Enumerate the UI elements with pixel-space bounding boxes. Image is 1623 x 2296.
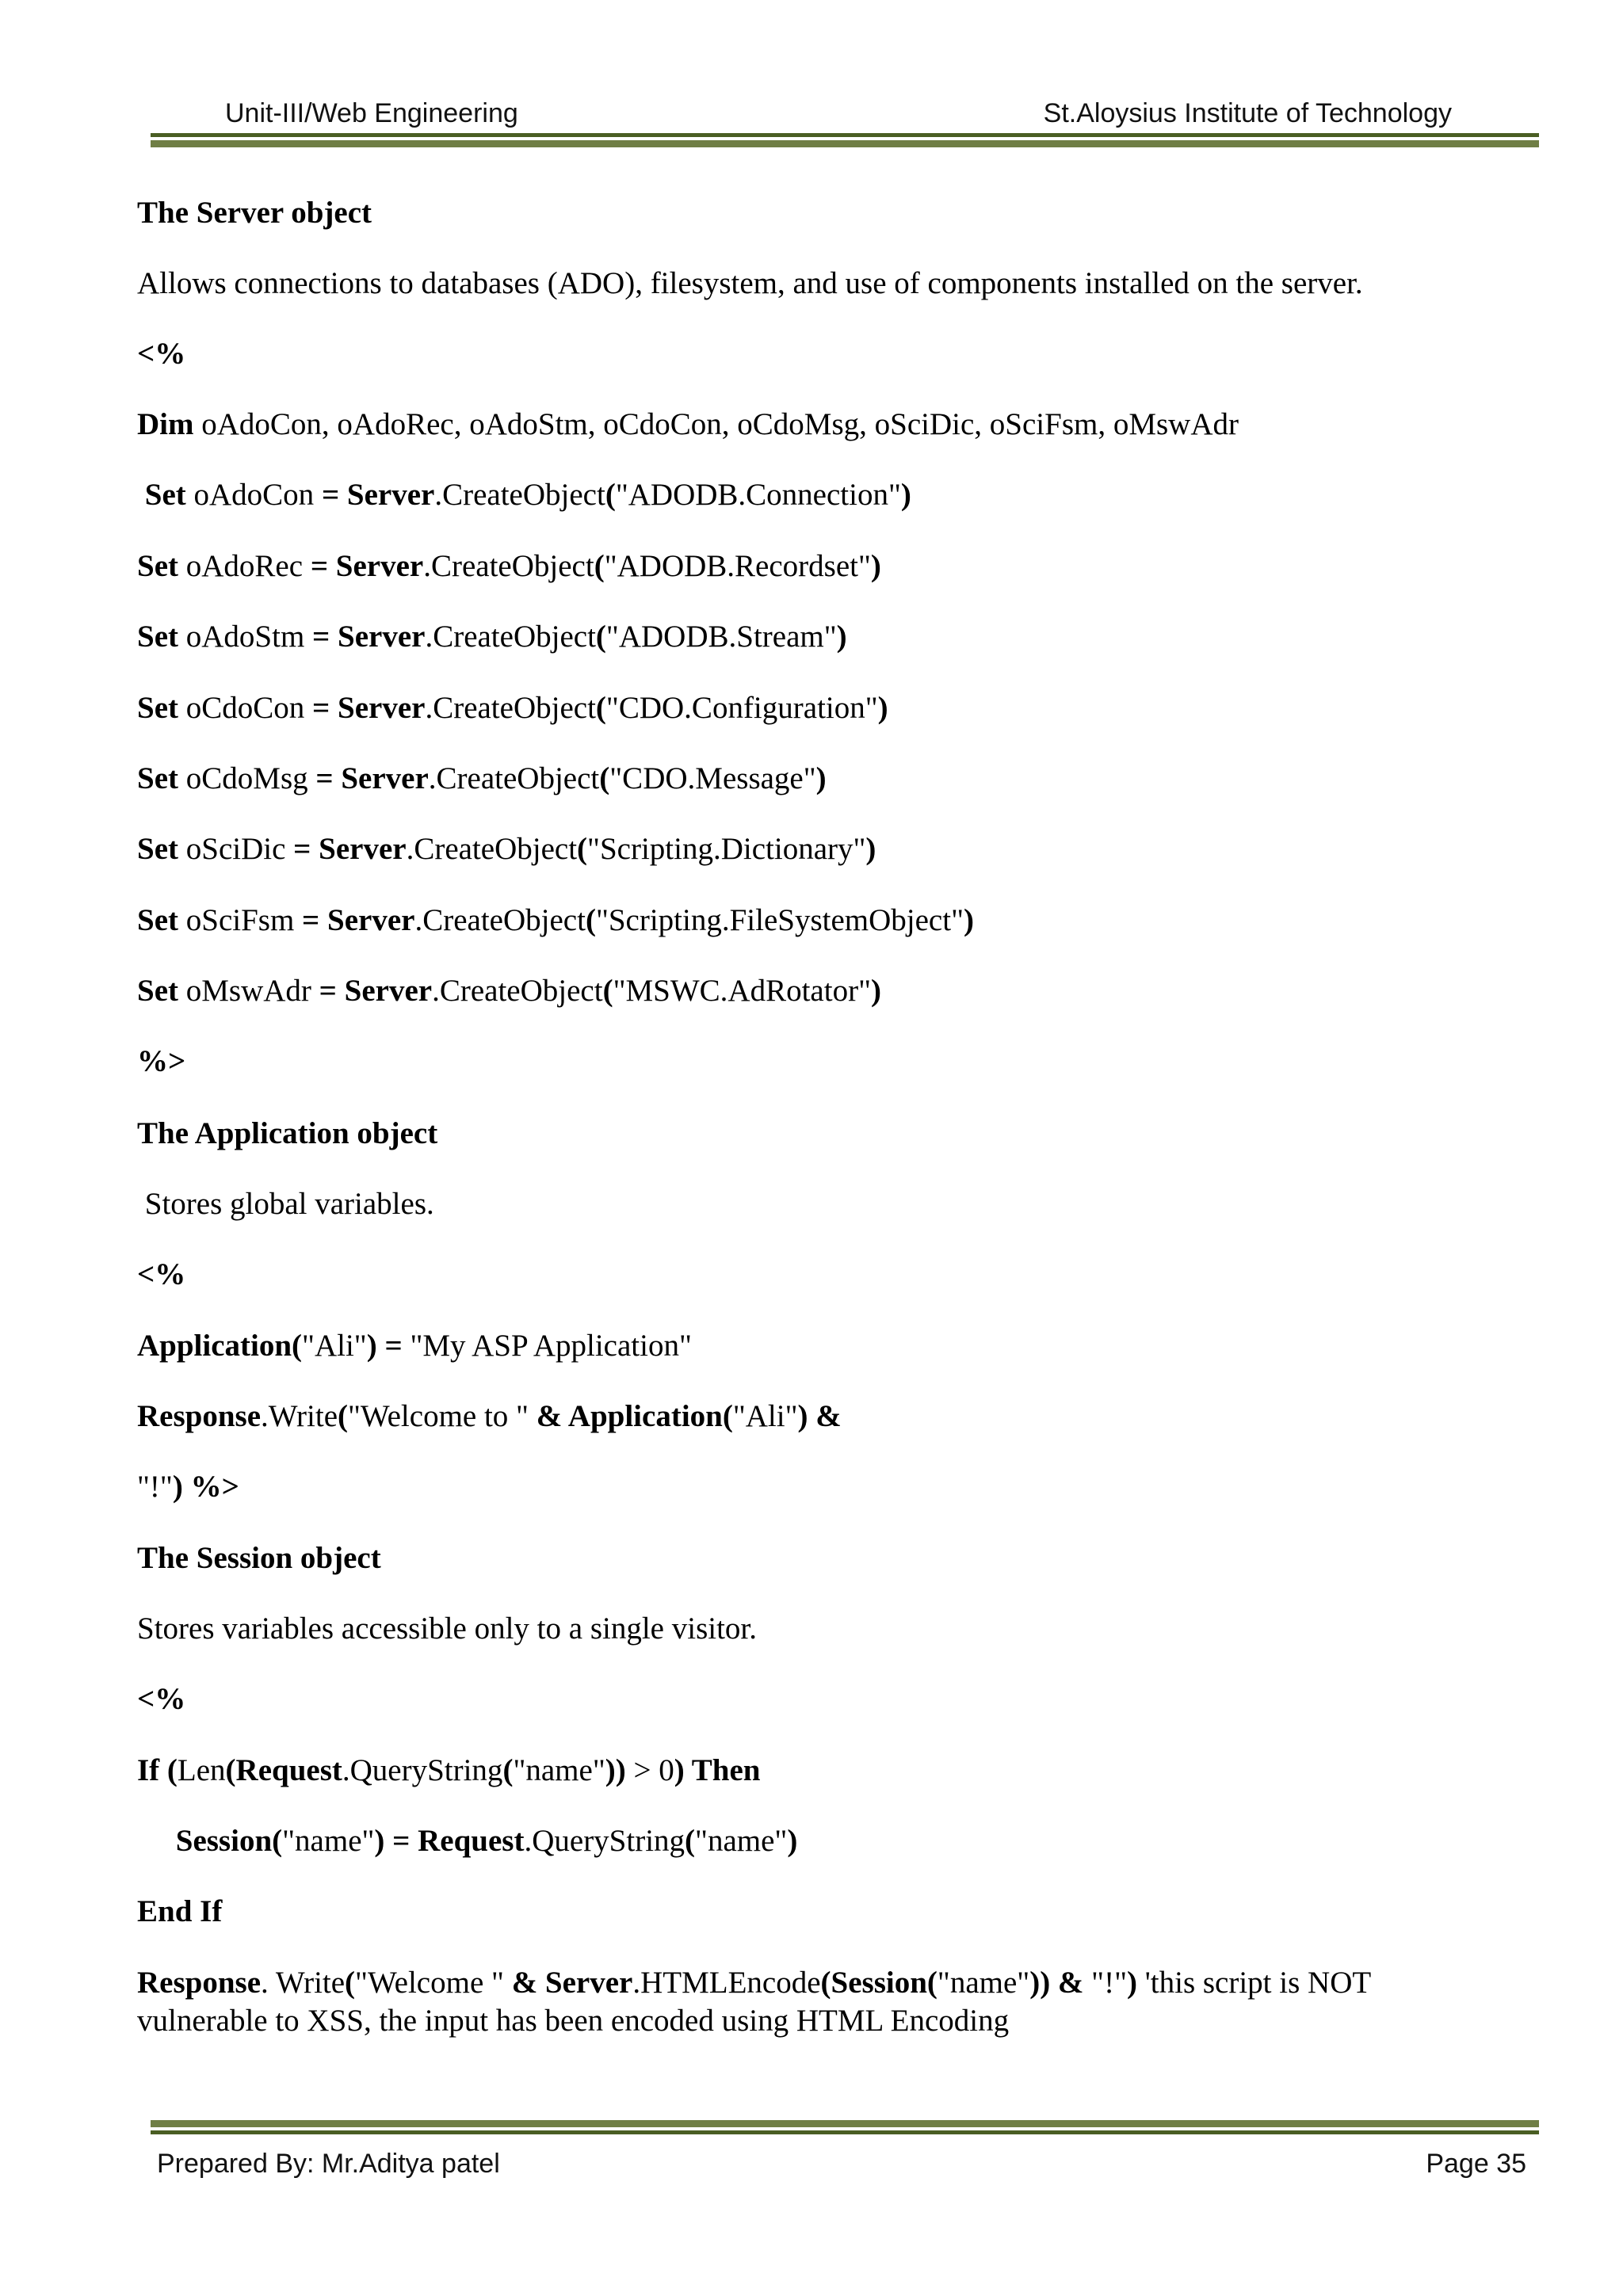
text-run: .CreateObject: [425, 620, 596, 654]
text-run: If (: [137, 1753, 178, 1787]
text-run: ): [865, 832, 876, 866]
text-run: "name": [695, 1824, 788, 1858]
text-run: "My ASP Application": [402, 1329, 692, 1363]
text-run: <%: [137, 1257, 186, 1291]
text-run: The Server object: [137, 196, 372, 230]
text-run: oAdoRec: [178, 549, 311, 583]
text-run: (: [594, 549, 605, 583]
text-run: ) =: [366, 1329, 403, 1363]
text-run: (: [595, 691, 606, 725]
text-run: "Welcome ": [355, 1966, 512, 2000]
text-run: oCdoMsg: [178, 761, 316, 795]
text-run: "!": [137, 1470, 173, 1504]
text-run: "ADODB.Stream": [605, 620, 837, 654]
text-run: ): [870, 549, 881, 583]
text-run: (: [585, 903, 596, 937]
text-run: ): [836, 620, 847, 654]
text-run: = Server: [293, 832, 407, 866]
text-run: .CreateObject: [414, 903, 586, 937]
header-rule: [151, 133, 1539, 147]
text-line: [137, 335, 185, 373]
text-run: )) &: [1029, 1966, 1084, 2000]
text-run: <%: [137, 1682, 186, 1716]
text-run: .HTMLEncode: [632, 1966, 821, 2000]
text-run: ): [900, 478, 911, 512]
text-line: [137, 194, 372, 232]
text-run: .CreateObject: [432, 974, 603, 1008]
text-line: [137, 1752, 760, 1790]
text-line: [137, 902, 974, 940]
text-run: .QueryString: [342, 1753, 503, 1787]
text-run: ): [815, 761, 827, 795]
text-run: Response: [137, 1966, 262, 2000]
text-run: "MSWC.AdRotator": [613, 974, 871, 1008]
text-run: "ADODB.Connection": [615, 478, 901, 512]
text-run: .CreateObject: [423, 549, 594, 583]
text-line: [137, 1680, 185, 1718]
text-line: [137, 618, 847, 656]
footer-right: Page 35: [1426, 2149, 1526, 2179]
text-run: oSciDic: [178, 832, 294, 866]
text-line: [137, 265, 1363, 303]
text-run: oMswAdr: [178, 974, 319, 1008]
text-run: The Application object: [137, 1116, 438, 1150]
text-line: [137, 1539, 381, 1577]
text-run: End If: [137, 1894, 223, 1928]
text-run: oAdoCon: [185, 478, 322, 512]
text-run: Application(: [137, 1329, 303, 1363]
text-run: Session(: [137, 1824, 283, 1858]
text-run: ) &: [797, 1399, 842, 1433]
text-run: oAdoCon, oAdoRec, oAdoStm, oCdoCon, oCdoMsg, oSciDic, oSciFsm, oMswAdr: [193, 407, 1239, 441]
text-run: .QueryString: [524, 1824, 685, 1858]
text-run: Response: [137, 1399, 262, 1433]
text-run: .CreateObject: [428, 761, 600, 795]
text-run: .Write: [261, 1399, 338, 1433]
text-run: Allows connections to databases (ADO), filesystem, and use of components installed on the server.: [137, 266, 1363, 300]
text-line: [137, 830, 876, 868]
text-run: "CDO.Message": [609, 761, 816, 795]
text-run: ): [877, 691, 888, 725]
text-run: Set: [137, 761, 178, 795]
text-run: & Server: [511, 1966, 633, 2000]
text-run: (: [595, 620, 606, 654]
text-line: [137, 1185, 434, 1223]
text-run: Set: [137, 620, 178, 654]
text-run: "Scripting.Dictionary": [587, 832, 866, 866]
text-line: [137, 972, 881, 1010]
text-run: ): [787, 1824, 798, 1858]
text-run: (: [685, 1824, 696, 1858]
text-run: oCdoCon: [178, 691, 313, 725]
text-run: (: [599, 761, 610, 795]
text-line: [137, 1043, 185, 1081]
footer-left: Prepared By: Mr.Aditya patel: [157, 2149, 500, 2179]
text-line: [137, 547, 881, 585]
text-run: (Request: [225, 1753, 342, 1787]
text-run: "name": [282, 1824, 375, 1858]
text-run: . Write: [261, 1966, 346, 2000]
text-run: = Server: [310, 549, 424, 583]
text-line: [137, 1327, 692, 1365]
text-line: [137, 1822, 797, 1860]
text-run: ) Then: [674, 1753, 761, 1787]
text-run: "CDO.Configuration": [605, 691, 878, 725]
text-line: [137, 406, 1239, 444]
header-right: St.Aloysius Institute of Technology: [1043, 98, 1452, 128]
text-line: [137, 1468, 239, 1506]
footer-rule: [151, 2120, 1539, 2134]
text-run: .CreateObject: [434, 478, 605, 512]
text-run: = Server: [315, 761, 429, 795]
text-run: = Server: [312, 620, 426, 654]
text-line: [137, 1964, 1484, 2040]
text-line: [137, 476, 911, 514]
text-run: = Server: [321, 478, 435, 512]
text-run: %>: [137, 1044, 186, 1078]
text-run: Set: [137, 478, 186, 512]
text-run: "Ali": [732, 1399, 798, 1433]
text-run: .CreateObject: [406, 832, 578, 866]
text-run: = Server: [302, 903, 415, 937]
text-run: "ADODB.Recordset": [604, 549, 871, 583]
text-line: [137, 689, 888, 727]
text-run: Set: [137, 832, 178, 866]
text-run: 'this script is NOT vulnerable to XSS, the input has been encoded using HTML Encoding: [137, 1966, 1371, 2038]
text-run: ) %>: [172, 1470, 239, 1504]
text-line: [137, 1610, 757, 1648]
text-line: [137, 760, 827, 798]
text-run: ) = Request: [374, 1824, 525, 1858]
text-run: = Server: [312, 691, 426, 725]
text-run: = Server: [319, 974, 433, 1008]
text-run: oAdoStm: [178, 620, 313, 654]
text-run: ): [1127, 1966, 1137, 2000]
text-run: "!": [1083, 1966, 1127, 2000]
text-run: Set: [137, 691, 178, 725]
text-run: & Application(: [536, 1399, 733, 1433]
text-run: Dim: [137, 407, 194, 441]
text-run: Set: [137, 549, 178, 583]
text-line: [137, 1398, 842, 1436]
text-run: )): [605, 1753, 626, 1787]
text-run: (: [605, 478, 616, 512]
text-run: "Ali": [302, 1329, 367, 1363]
text-run: (: [602, 974, 613, 1008]
text-run: "Scripting.FileSystemObject": [595, 903, 964, 937]
text-run: (: [345, 1966, 356, 2000]
text-run: > 0: [625, 1753, 674, 1787]
text-run: ): [964, 903, 974, 937]
text-line: [137, 1256, 185, 1294]
text-run: .CreateObject: [425, 691, 596, 725]
text-run: The Session object: [137, 1541, 381, 1575]
text-run: (Session(: [820, 1966, 938, 2000]
text-run: Set: [137, 974, 178, 1008]
text-run: "name": [513, 1753, 605, 1787]
text-run: oSciFsm: [178, 903, 303, 937]
text-line: [137, 1893, 222, 1931]
text-run: Len: [177, 1753, 226, 1787]
text-run: Stores global variables.: [137, 1187, 434, 1221]
text-run: "name": [937, 1966, 1030, 2000]
text-run: (: [338, 1399, 348, 1433]
text-run: "Welcome to ": [348, 1399, 537, 1433]
text-line: [137, 1115, 437, 1153]
text-run: ): [871, 974, 881, 1008]
text-run: (: [502, 1753, 514, 1787]
text-run: (: [577, 832, 588, 866]
text-run: Set: [137, 903, 178, 937]
text-run: <%: [137, 337, 186, 371]
text-run: Stores variables accessible only to a single visitor.: [137, 1611, 757, 1646]
header-left: Unit-III/Web Engineering: [225, 98, 518, 128]
